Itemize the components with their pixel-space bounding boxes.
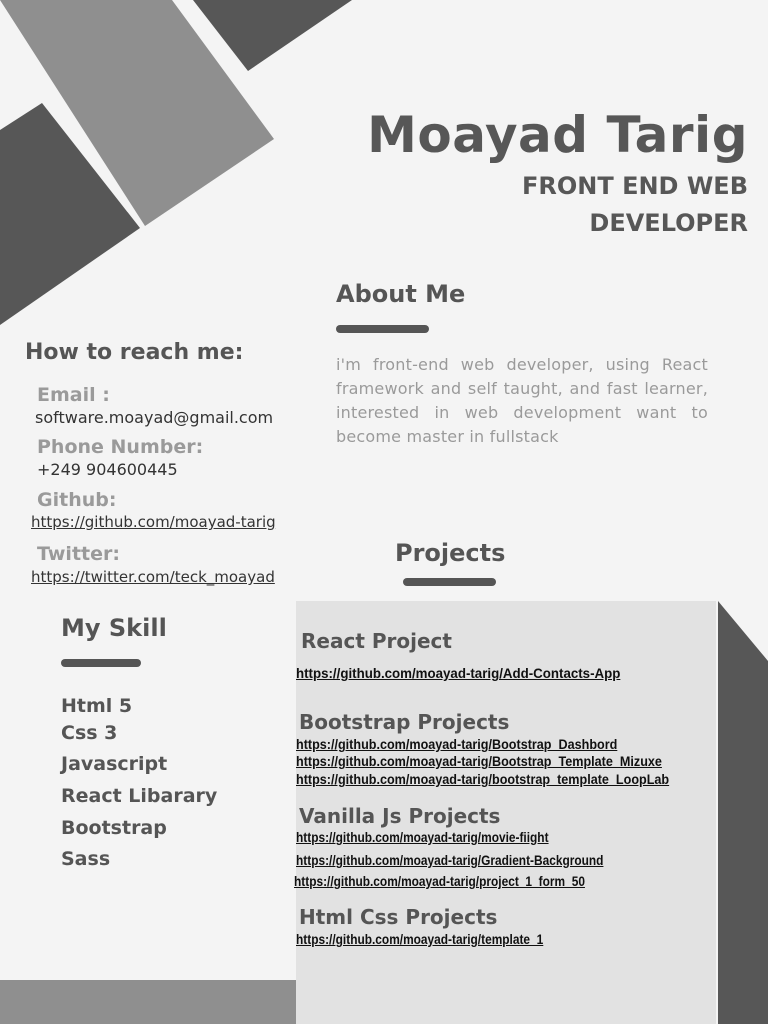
about-text: i'm front-end web developer, using React framework and self taught, and fast learner, interested in web development want to become master in fullstack [336, 355, 708, 446]
skill-item: Css 3 [61, 722, 118, 744]
phone-value: +249 904600445 [37, 460, 178, 479]
skill-item: Sass [61, 848, 111, 870]
projects-title: Projects [395, 539, 506, 567]
email-value[interactable]: software.moayad@gmail.com [35, 408, 274, 427]
skill-item: Javascript [61, 753, 168, 775]
github-link[interactable]: https://github.com/moayad-tarig [31, 513, 276, 531]
projects-underline [403, 578, 496, 586]
project-link[interactable]: https://github.com/moayad-tarig/movie-fiight [296, 829, 549, 845]
twitter-link[interactable]: https://twitter.com/teck_moayad [31, 568, 275, 586]
skill-item: Html 5 [61, 695, 133, 717]
project-link[interactable]: https://github.com/moayad-tarig/Gradient-Background [296, 852, 604, 868]
project-link[interactable]: https://github.com/moayad-tarig/project_1_form_50 [294, 873, 585, 889]
skill-item: Bootstrap [61, 817, 167, 839]
project-link[interactable]: https://github.com/moayad-tarig/Add-Contacts-App [296, 665, 621, 681]
about-underline [336, 325, 429, 333]
project-link[interactable]: https://github.com/moayad-tarig/Bootstrap_Dashbord [296, 736, 618, 752]
about-title: About Me [336, 280, 466, 308]
project-section-title: React Project [301, 629, 452, 653]
contact-title: How to reach me: [25, 340, 244, 365]
skill-item: React Libarary [61, 785, 218, 807]
project-link[interactable]: https://github.com/moayad-tarig/bootstrap_template_LoopLab [296, 771, 670, 787]
skills-underline [61, 659, 141, 667]
person-name: Moayad Tarig [367, 106, 748, 164]
skills-title: My Skill [61, 614, 167, 642]
project-link[interactable]: https://github.com/moayad-tarig/template_1 [296, 931, 544, 947]
project-section-title: Bootstrap Projects [299, 710, 510, 734]
job-title: FRONT END WEB DEVELOPER [521, 172, 748, 237]
phone-label: Phone Number: [37, 436, 204, 458]
twitter-label: Twitter: [37, 543, 120, 565]
deco-dark-shape-top [193, 0, 352, 71]
project-section-title: Html Css Projects [299, 905, 498, 929]
email-label: Email : [37, 384, 110, 406]
project-link[interactable]: https://github.com/moayad-tarig/Bootstrap_Template_Mizuxe [296, 753, 662, 769]
project-section-title: Vanilla Js Projects [299, 804, 501, 828]
deco-dark-shape-right [718, 601, 768, 1024]
github-label: Github: [37, 489, 117, 511]
